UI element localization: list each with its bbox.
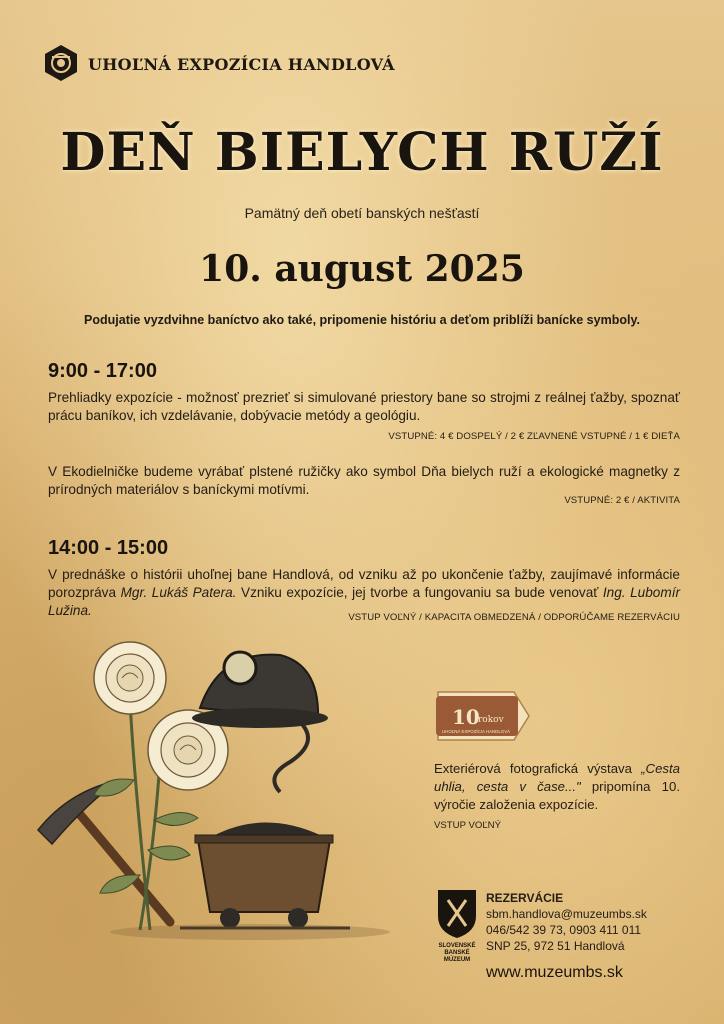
badge-caption: UHOĽNÁ EXPOZÍCIA HANDLOVÁ [442,729,511,734]
org-name: UHOĽNÁ EXPOZÍCIA HANDLOVÁ [88,55,395,74]
badge-word: rokov [478,715,504,725]
speaker-1: Mgr. Lukáš Patera. [120,585,237,600]
contact-email[interactable]: sbm.handlova@muzeumbs.sk [486,907,647,921]
exhibition-text [434,760,680,814]
event-title: DEŇ BIELYCH RUŽÍ [60,122,664,183]
contact-address: SNP 25, 972 51 Handlová [486,939,625,953]
event-subtitle: Pamätný deň obetí banských nešťastí [244,205,480,221]
mine-cart-icon [180,823,350,929]
contact-block [486,890,647,954]
block2-text-a: V prednáške o histórii uhoľnej bane Handlová, od vzniku až po ukončenie ťažby, zaujímavé informácie porozpráva [48,567,680,600]
block1-price2: VSTUPNÉ: 2 € / AKTIVITA [564,495,680,506]
time-slot-1: 9:00 - 17:00 [48,360,157,382]
speaker-2: Ing. Lubomír Lužina. [48,585,680,618]
museum-logo-icon [434,886,480,966]
block1-price: VSTUPNÉ: 4 € DOSPELÝ / 2 € ZĽAVNENÉ VSTUPNÉ / 1 € DIEŤA [388,431,680,442]
anniversary-badge [434,688,530,744]
exhibition-text-a: Exteriérová fotografická výstava [434,761,642,776]
badge-number: 10 [452,705,480,729]
museum-logo-line3: MÚZEUM [443,957,471,963]
event-intro: Podujatie vyzdvihne baníctvo ako také, pripomenie históriu a deťom priblíži banícke symboly. [84,313,640,327]
museum-logo-line1: SLOVENSKÉ [438,943,476,949]
block1-text2: V Ekodielničke budeme vyrábať plstené ružičky ako symbol Dňa bielych ruží a ekologické magnetky z prírodných materiálov s baníckymi motívmi. [48,464,680,497]
website-link[interactable]: www.muzeumbs.sk [486,964,623,981]
block2-text-b: Vzniku expozície, jej tvorbe a fungovaniu sa bude venovať [236,585,603,600]
contact-heading: REZERVÁCIE [486,891,564,905]
time-slot-2: 14:00 - 15:00 [48,537,169,559]
expozicia-logo-icon [44,44,78,82]
mining-roses-illustration [30,630,390,950]
contact-phone[interactable]: 046/542 39 73, 0903 411 011 [486,923,642,937]
museum-logo-line2: BANSKÉ [444,950,470,956]
event-date: 10. august 2025 [199,248,525,290]
rose-icon [94,642,166,714]
exhibition-note: VSTUP VOĽNÝ [434,820,502,831]
exhibition-name: „Cesta uhlia, cesta v čase..." [434,761,680,794]
block2-note: VSTUP VOĽNÝ / KAPACITA OBMEDZENÁ / ODPORÚČAME REZERVÁCIU [348,612,680,623]
block1-text: Prehliadky expozície - možnosť prezrieť si simulované priestory bane so strojmi z reálnej ťažby, spoznať prácu baníkov, ich vzdelávanie, dobývacie metódy a geológiu. [48,390,680,423]
exhibition-text-b: pripomína 10. výročie založenia expozície. [434,779,680,812]
